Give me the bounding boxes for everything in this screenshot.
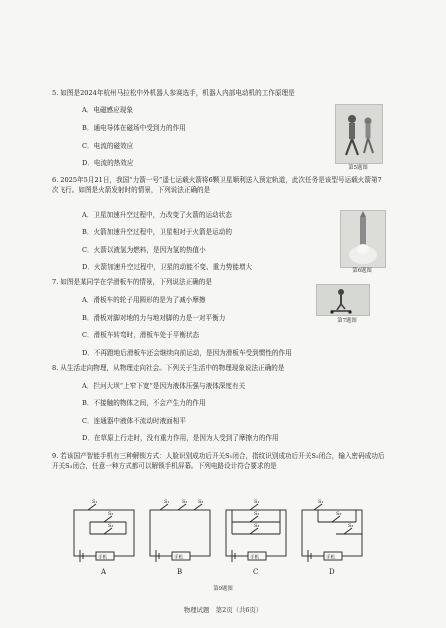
option-c: C．火箭以液氢为燃料，是因为氢的热值小 <box>82 246 206 254</box>
figure-caption-7: 第7题图 <box>337 318 357 324</box>
question-number: 5. <box>52 89 59 97</box>
circuit-label-a: A <box>101 568 107 576</box>
question-5 <box>52 88 387 98</box>
circuit-b <box>150 504 210 562</box>
circuit-d <box>302 504 362 562</box>
page-footer: 物理试题 第2页（共6页） <box>183 606 263 614</box>
figure-caption-9: 第9题图 <box>213 586 233 592</box>
option-c: C．滑板车转弯时，滑板车处于平衡状态 <box>82 331 200 339</box>
switch-label: S₃ <box>254 523 260 529</box>
switch-label: S₁ <box>254 499 260 505</box>
switch-label: S₂ <box>254 511 260 517</box>
option-b: B．通电导体在磁场中受到力的作用 <box>82 124 186 132</box>
switch-label: S₂ <box>336 511 342 517</box>
question-number: 7. <box>52 278 59 286</box>
circuit-label-b: B <box>177 568 183 576</box>
device-label: 手机 <box>98 555 107 561</box>
question-9 <box>52 451 387 471</box>
switch-label: S₂ <box>182 499 188 505</box>
question-6 <box>52 175 387 195</box>
switch-label: S₃ <box>198 499 204 505</box>
option-c: C．连通器中液体不流动时液面相平 <box>82 417 186 425</box>
option-c: C．电流的磁效应 <box>82 142 134 150</box>
switch-label: S₃ <box>108 523 114 529</box>
switch-label: S₁ <box>318 499 324 505</box>
scooter-photo <box>316 284 370 316</box>
device-label: 手机 <box>174 555 183 561</box>
circuit-label-d: D <box>329 568 335 576</box>
switch-label: S₁ <box>164 499 170 505</box>
question-stem: 2025年5月21日，我国“力箭一号”遥七运载火箭将6颗卫星顺利送入预定轨道，此次任务是该型号运载火箭第7次飞行。如图是火箭发射时的情景，下列说法正确的是 <box>52 176 382 194</box>
option-d: D．火箭加速升空过程中，卫星的动能不变、重力势能增大 <box>82 263 253 271</box>
circuit-diagrams <box>68 492 378 584</box>
figure-caption-6: 第6题图 <box>352 268 372 274</box>
question-number: 6. <box>52 176 59 184</box>
circuit-a <box>74 504 134 562</box>
figure-caption-5: 第5题图 <box>348 165 368 171</box>
question-8 <box>52 363 387 373</box>
option-a: A．滑板车的轮子用圆形的是为了减小摩擦 <box>82 296 206 304</box>
option-a: A．卫星加速升空过程中，力改变了火箭的运动状态 <box>82 211 232 219</box>
option-b: B．火箭加速升空过程中，卫星相对于火箭是运动的 <box>82 228 232 236</box>
circuit-label-c: C <box>253 568 259 576</box>
option-b: B．滑板对脚对地的力与地对脚的力是一对平衡力 <box>82 314 226 322</box>
device-label: 手机 <box>250 555 259 561</box>
question-number: 8. <box>52 364 59 372</box>
question-stem: 若该国产智能手机有三种解锁方式：人脸识别成功后开关S₁闭合，指纹识别成功后开关S₂闭合，输入密码成功后开关S₃闭合，任意一种方式都可以解锁手机屏幕。下列电路设计符合要求的是 <box>52 452 385 470</box>
robot-runner-photo <box>335 104 383 164</box>
rocket-launch-photo <box>340 210 386 268</box>
question-stem: 如图是某同学在学滑板车的情景，下列说法正确的是 <box>60 278 212 286</box>
switch-label: S₃ <box>348 523 354 529</box>
question-stem: 如图是2024年杭州马拉松中外机器人参赛选手，机器人内部电动机的工作原理是 <box>60 89 295 97</box>
option-a: A．电磁感应现象 <box>82 106 133 114</box>
option-d: D．电流的热效应 <box>82 159 134 167</box>
option-d: D．不再蹬地后滑板车还会继续向前运动，是因为滑板车受到惯性的作用 <box>82 349 292 357</box>
option-b: B．不接触的物体之间，不会产生力的作用 <box>82 399 206 407</box>
option-a: A．拦河大坝“上窄下宽”是因为液体压强与液体深度有关 <box>82 382 246 390</box>
option-d: D．在草原上行走时，没有重力作用，是因为人受到了摩擦力的作用 <box>82 434 279 442</box>
device-label: 手机 <box>326 555 335 561</box>
switch-label: S₁ <box>92 499 98 505</box>
question-number: 9. <box>52 452 59 460</box>
switch-label: S₂ <box>108 511 114 517</box>
question-stem: 从生活走向物理，从物理走向社会。下列关于生活中的物理现象说法正确的是 <box>60 364 285 372</box>
